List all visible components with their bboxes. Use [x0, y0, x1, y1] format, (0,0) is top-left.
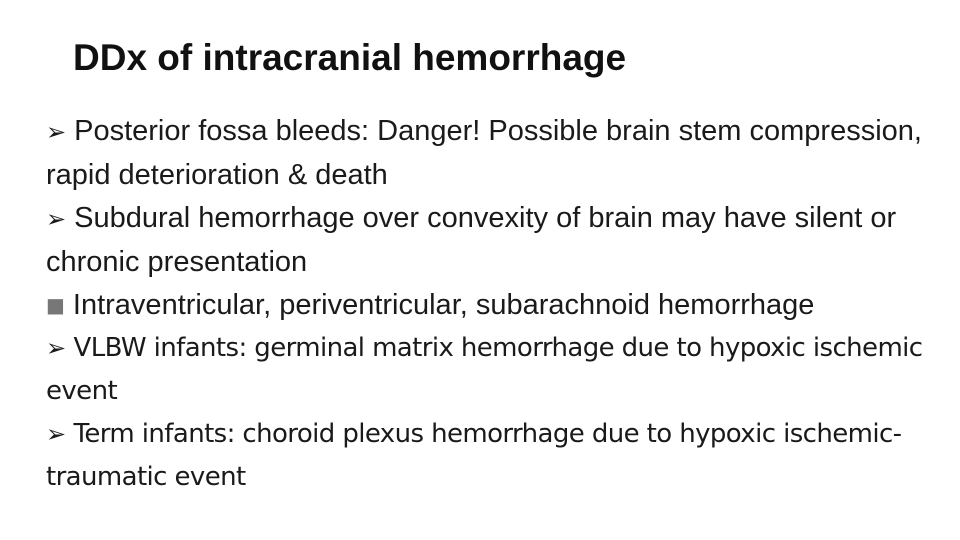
bullet-text: VLBW infants: germinal matrix hemorrhage due to hypoxic ischemic event — [46, 333, 923, 406]
bullet-text: Posterior fossa bleeds: Danger! Possible brain stem compression, rapid deterioration & death — [46, 115, 922, 191]
bullet-item-posterior-fossa — [46, 110, 946, 197]
arrow-bullet-icon: ➢ — [46, 420, 66, 448]
bullet-text: Term infants: choroid plexus hemorrhage due to hypoxic ischemic-traumatic event — [46, 419, 902, 492]
arrow-bullet-icon: ➢ — [46, 205, 67, 233]
bullet-text: Subdural hemorrhage over convexity of brain may have silent or chronic presentation — [46, 202, 897, 278]
bullet-text: Intraventricular, periventricular, subarachnoid hemorrhage — [72, 289, 815, 321]
bullet-item-subdural — [46, 197, 946, 284]
bullet-item-intraventricular — [46, 284, 946, 327]
slide-title: DDx of intracranial hemorrhage — [73, 37, 627, 78]
bullet-item-vlbw-infants — [46, 327, 946, 413]
arrow-bullet-icon: ➢ — [46, 118, 67, 146]
square-bullet-icon: ■ — [46, 293, 65, 317]
bullet-item-term-infants — [46, 413, 946, 499]
bullet-list — [46, 110, 946, 499]
arrow-bullet-icon: ➢ — [46, 334, 66, 362]
